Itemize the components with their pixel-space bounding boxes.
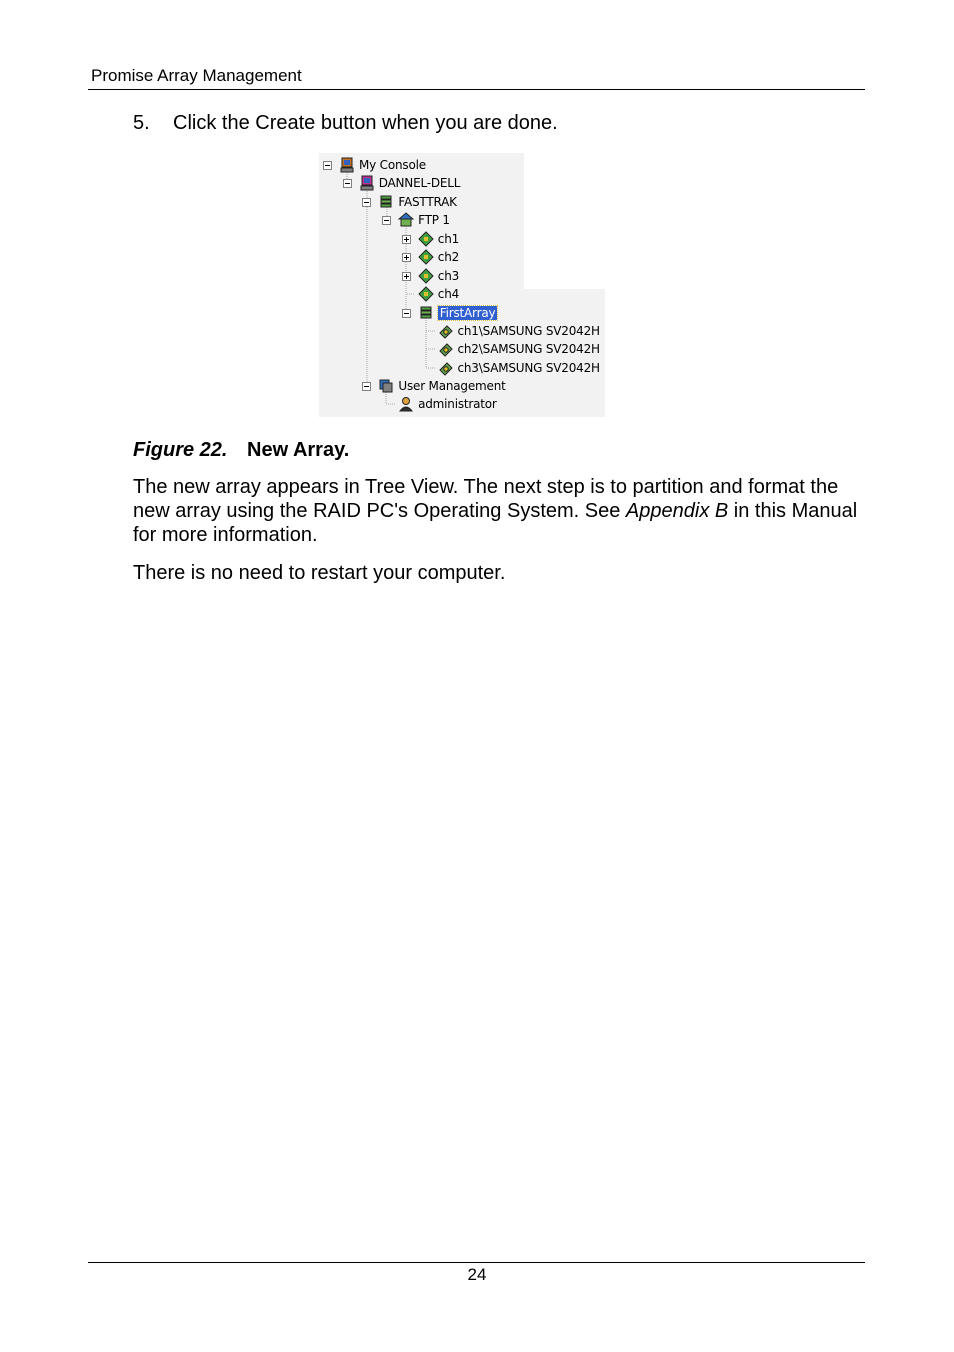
step-number: 5. [133, 112, 150, 134]
step-item [133, 112, 558, 135]
appendix-reference: Appendix B [625, 500, 729, 522]
footer-rule [88, 1262, 865, 1263]
tree-node-label[interactable]: ch4 [437, 287, 460, 301]
tree-node-label[interactable]: FTP 1 [418, 213, 450, 227]
page-number: 24 [467, 1265, 487, 1284]
tree-node-label[interactable]: FirstArray [439, 306, 496, 320]
tree-node-label[interactable]: ch2 [437, 250, 460, 264]
running-header: Promise Array Management [91, 66, 302, 85]
step-text: Click the Create button when you are done. [173, 112, 558, 134]
tree-node-label[interactable]: FASTTRAK [398, 195, 457, 209]
para1-text-b: in this Manual for more information. [133, 500, 858, 546]
tree-node-label[interactable]: ch1\SAMSUNG SV2042H [457, 324, 600, 338]
para1-text-a: The new array appears in Tree View. The next step is to partition and format the new array using the RAID PC's Operating System. See [133, 476, 839, 522]
body-paragraph-2: There is no need to restart your computer. [133, 562, 506, 584]
body-paragraph-1 [133, 475, 873, 547]
tree-node-label[interactable]: My Console [359, 158, 426, 172]
tree-node-label[interactable]: ch3 [437, 269, 460, 283]
tree-node-label[interactable]: DANNEL-DELL [378, 176, 461, 190]
figure-title: New Array. [247, 439, 350, 461]
tree-node-label[interactable]: administrator [418, 397, 497, 411]
tree-node-label[interactable]: ch1 [437, 232, 460, 246]
figure-number: Figure 22. [133, 439, 228, 461]
tree-view-figure [319, 153, 605, 417]
tree-node-label[interactable]: User Management [398, 379, 506, 393]
tree-node-label[interactable]: ch2\SAMSUNG SV2042H [457, 342, 600, 356]
tree-node-label[interactable]: ch3\SAMSUNG SV2042H [457, 361, 600, 375]
header-rule [88, 89, 865, 90]
tree-connector-lines [319, 153, 605, 417]
figure-caption [133, 439, 349, 462]
